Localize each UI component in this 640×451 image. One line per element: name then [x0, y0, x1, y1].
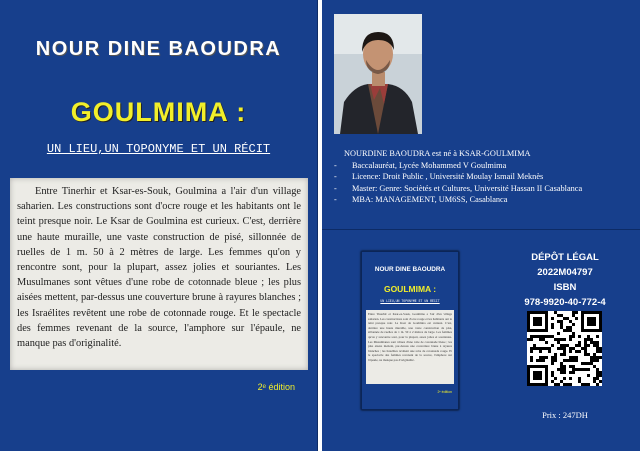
bio-intro: NOURDINE BAOUDRA est né à KSAR-GOULMIMA — [344, 149, 531, 158]
front-cover — [0, 0, 318, 451]
bio-item-text: Master: Genre: Sociètés et Cultures, Université Hassan II Casablanca — [352, 183, 583, 193]
excerpt-text: Entre Tinerhir et Ksar-es-Souk, Goulmina a l'air d'un village saharien. Les constructions sont d'ocre rouge et les habitants ont le teint presque noir. Le Ksar de Goulmina est curieux. C'est, derrière une haute muraille, une vaste construction de pisé, sillonnée de ruelles de 1 m. 50 à 2 mètres de large. Les femmes qu'on y rencontre sont, pour la plupart, assez jolies et souriantes. Les Musulmanes sont vêtues d'une robe de cotonnade bleue ; les plus aisées mettent, par-dessus une couverture brune à rayures blanches ; les Israélites revêtent une robe de cotonnade rouge. Et le spectacle des femmes revenant de la source, l'amphore sur l'épaule, ne manque pas d'originalité. — [10, 178, 308, 370]
bio-item — [334, 160, 634, 172]
bio-bullet: - — [334, 195, 337, 204]
bio-item-text: Licence: Droit Public , Université Moulay Ismail Meknès — [352, 172, 544, 181]
mini-cover-thumbnail — [361, 251, 459, 410]
bio-item-text: Baccalauréat, Lycée Mohammed V Goulmima — [352, 160, 507, 170]
author-name: NOUR DINE BAOUDRA — [35, 38, 282, 60]
legal-number: 2022M04797 — [537, 267, 593, 278]
author-photo — [334, 14, 422, 134]
legal-deposit-block — [500, 250, 630, 310]
book-title: GOULMIMA : — [70, 97, 247, 127]
mini-author-name: NOUR DINE BAOUDRA — [374, 266, 446, 273]
bio-bullet: - — [334, 160, 337, 170]
isbn-number: 978-9920-40-772-4 — [524, 297, 606, 308]
legal-heading: DÉPÔT LÉGAL — [531, 252, 599, 263]
back-cover-divider — [322, 229, 640, 230]
bio-bullet: - — [334, 172, 337, 181]
qr-code-icon — [527, 311, 602, 386]
mini-edition-label: 2ᵉ édition — [437, 390, 452, 394]
edition-label: 2ᵉ édition — [257, 382, 295, 392]
bio-item — [334, 171, 634, 183]
bio-item — [334, 183, 634, 195]
bio-item-text: MBA: MANAGEMENT, UM6SS, Casablanca — [352, 195, 508, 204]
mini-excerpt-text: Entre Tinerhir et Ksar-es-Souk, Goulmina a l'air d'un village saharien. Les constructions sont d'ocre rouge et les habitants ont le teint presque noir. Le Ksar de Goulmina est curieux. C'est, derrière une haute muraille, une vaste construction de pisé, sillonnée de ruelles de 1 m. 50 à 2 mètres de large. Les femmes qu'on y rencontre sont, pour la plupart, assez jolies et souriantes. Les Musulmanes sont vêtues d'une robe de cotonnade bleue ; les plus aisées mettent, par-dessus une couverture brune à rayures blanches ; les Israélites revêtent une robe de cotonnade rouge. Et le spectacle des femmes revenant de la source, l'amphore sur l'épaule, ne manque pas d'originalité. — [366, 310, 454, 384]
bio-bullet: - — [334, 183, 337, 193]
isbn-label: ISBN — [553, 282, 577, 293]
book-subtitle: UN LIEU,UN TOPONYME ET UN RÉCIT — [46, 142, 271, 156]
mini-book-title: GOULMIMA : — [383, 284, 437, 294]
price-label: Prix : 247DH — [542, 410, 588, 420]
author-bio — [334, 148, 634, 206]
mini-book-subtitle: UN LIEU,UN TOPONYME ET UN RÉCIT — [380, 299, 440, 303]
bio-item — [334, 194, 634, 206]
